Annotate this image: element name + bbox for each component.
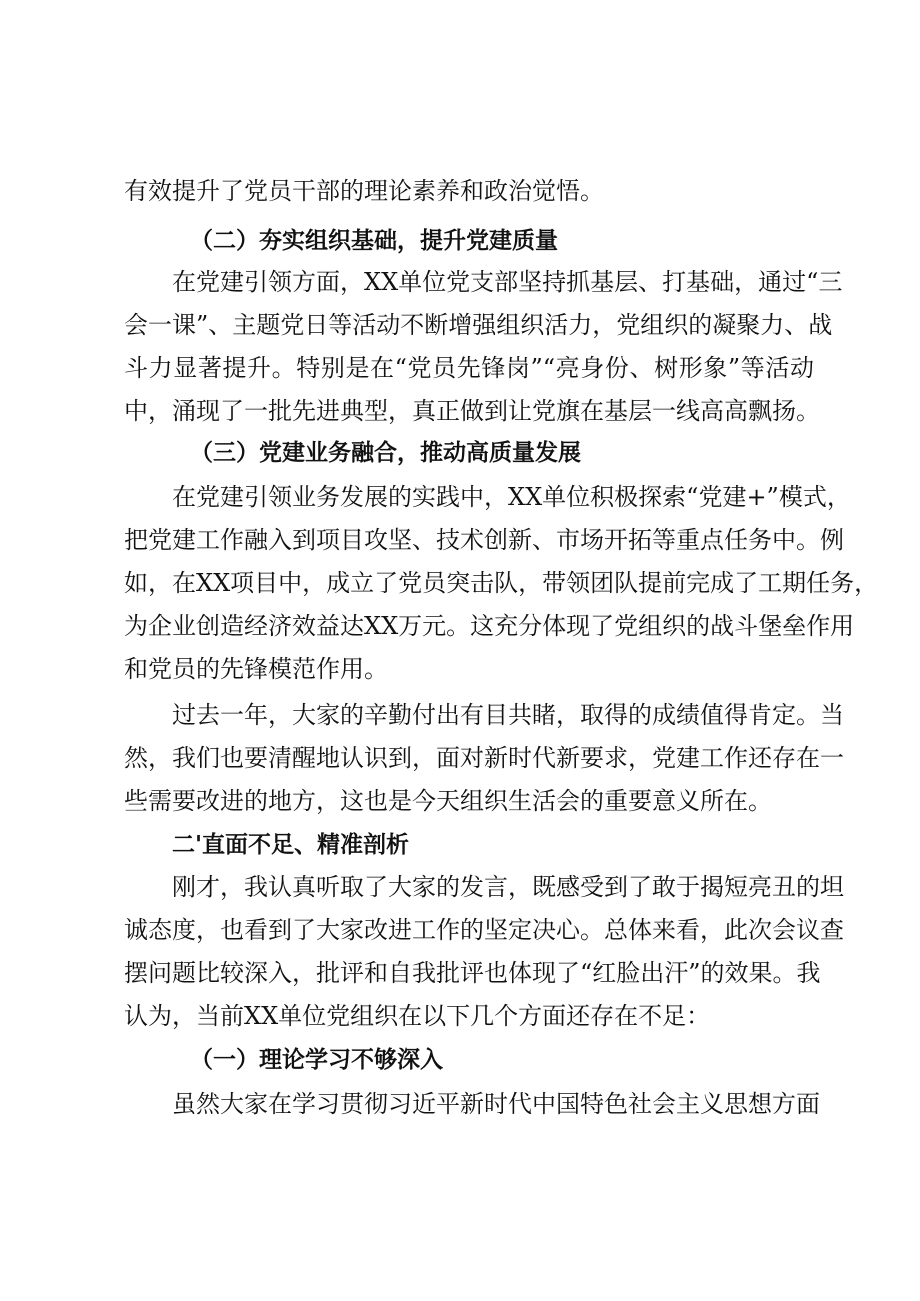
- paragraph-line: 摆问题比较深入，批评和自我批评也体现了“红脸出汗”的效果。我: [124, 959, 821, 987]
- paragraph-line: 刚才，我认真听取了大家的发言，既感受到了敢于揭短亮丑的坦: [172, 873, 844, 901]
- paragraph-line: 把党建工作融入到项目攻坚、技术创新、市场开拓等重点任务中。例: [124, 526, 844, 554]
- section-heading: （三）党建业务融合，推动高质量发展: [190, 440, 581, 466]
- paragraph-line: 然，我们也要清醒地认识到，面对新时代新要求，党建工作还存在一: [124, 744, 844, 772]
- paragraph-line: 会一课”、主题党日等活动不断增强组织活力，党组织的凝聚力、战: [124, 311, 833, 339]
- paragraph-line: 在党建引领方面，XX单位党支部坚持抓基层、打基础，通过“三: [172, 268, 843, 296]
- paragraph-line: 诚态度，也看到了大家改进工作的坚定决心。总体来看，此次会议查: [124, 916, 844, 944]
- paragraph-line: 斗力显著提升。特别是在“党员先锋岗”“亮身份、树形象”等活动: [124, 354, 814, 382]
- paragraph-line: 在党建引领业务发展的实践中，XX单位积极探索“党建+”模式，: [172, 483, 851, 511]
- paragraph-line: 有效提升了党员干部的理论素养和政治觉悟。: [124, 177, 604, 205]
- paragraph-line: 中，涌现了一批先进典型，真正做到让党旗在基层一线高高飘扬。: [124, 397, 820, 425]
- chapter-heading: 二'直面不足、精准剖析: [172, 832, 410, 858]
- paragraph-line: 些需要改进的地方，这也是今天组织生活会的重要意义所在。: [124, 787, 772, 815]
- paragraph-line: 虽然大家在学习贯彻习近平新时代中国特色社会主义思想方面: [172, 1090, 820, 1118]
- paragraph-line: 和党员的先锋模范作用。: [124, 655, 388, 683]
- paragraph-line: 如，在XX项目中，成立了党员突击队，带领团队提前完成了工期任务，: [124, 569, 879, 597]
- paragraph-line: 为企业创造经济效益达XX万元。这充分体现了党组织的战斗堡垒作用: [124, 612, 855, 640]
- paragraph-line: 过去一年，大家的辛勤付出有目共睹，取得的成绩值得肯定。当: [172, 701, 844, 729]
- paragraph-line: 认为，当前XX单位党组织在以下几个方面还存在不足：: [124, 1002, 711, 1030]
- section-heading: （二）夯实组织基础，提升党建质量: [190, 228, 558, 254]
- section-heading: （一）理论学习不够深入: [190, 1047, 443, 1073]
